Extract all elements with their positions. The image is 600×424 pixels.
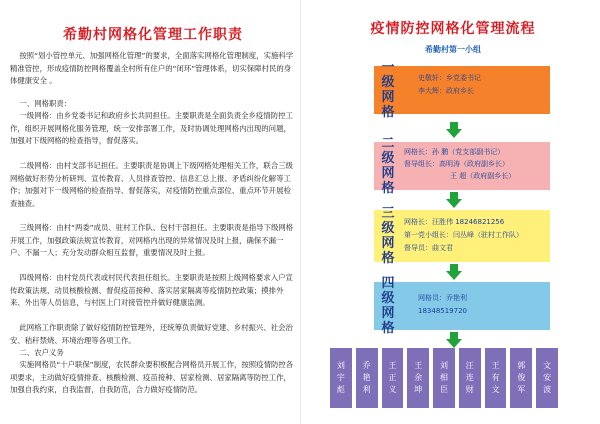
member-name-char: 艳 xyxy=(362,373,371,382)
member-name-char: 财 xyxy=(465,385,474,394)
left-panel xyxy=(10,8,296,418)
member-name-char: 相 xyxy=(440,373,449,382)
member-name-char: 正 xyxy=(388,373,397,382)
grid-member-box xyxy=(510,348,532,408)
obligation-paragraph: 实施网格员“十户联保”制度，农民群众要积极配合网格员开展工作，按照疫情防控各项要求，主动做好疫情排查、核酸检测、疫苗接种、居家检测、居家隔离等防控工作，加强自我约束，自我监督，自我防范，合力做好疫情防范。 xyxy=(10,360,294,395)
grid-member-box xyxy=(433,348,455,408)
level2-label-char: 网 xyxy=(381,166,395,181)
member-name-char: 刘 xyxy=(336,361,345,370)
level3-line: 督导员：曲文君 xyxy=(404,244,453,252)
member-name-char: 王 xyxy=(414,361,423,370)
grid-member-box xyxy=(485,348,507,408)
level3-label-char: 三 xyxy=(381,206,395,221)
level3-box xyxy=(374,206,550,266)
member-name-char: 俊 xyxy=(517,373,526,382)
level3-duty-paragraph: 三级网格：由村“两委”成员、驻村工作队、包村干部担任。主要职责是指导下级网格开展工作，加强政策法规宣传教育，对网格内出现的异常情况及时上报，确保不漏一户、不漏一人；充分发动群众相互监督，重要情况及时上报。 xyxy=(10,223,294,258)
level4-label-char: 级 xyxy=(381,291,395,306)
level2-label xyxy=(374,136,402,196)
grid-member-box xyxy=(330,348,352,408)
level1-line: 李大辉：政府乡长 xyxy=(418,87,474,95)
level3-line: 第一党小组长：闫丛峰（驻村工作队） xyxy=(404,231,523,239)
level2-info xyxy=(404,142,550,190)
level1-label xyxy=(374,60,402,120)
level2-duty-paragraph: 二级网格：由村支部书记担任。主要职责是协调上下级网格处理相关工作，联合三级网格做好形势分析研判、宣传教育、人员排查管控、信息汇总上报、矛盾纠纷化解等工作；加强对下一级网格的检查指导、督促落实，对疫情防控重点部位、重点环节开展检查抽查。 xyxy=(10,161,293,208)
level1-label-char: 级 xyxy=(381,75,395,90)
level4-box xyxy=(374,276,550,336)
grid-member-box xyxy=(407,348,429,408)
member-name-char: 宇 xyxy=(336,373,345,382)
flow-arrow-icon xyxy=(446,122,462,138)
level2-line: 督导组长：高明涛（政府副乡长） xyxy=(404,160,509,168)
level2-label-char: 格 xyxy=(381,181,395,196)
level4-duty-paragraph: 四级网格：由村党员代表或村民代表担任组长。主要职责是按照上级网格要求入户宣传政策法规、动员核酸检测、督促疫苗接种、落实居家隔离等疫情防控政策；摸排外来、外出等人员信息，与村医上门对接管控并做好健康监测。 xyxy=(10,273,293,308)
member-name-char: 汪 xyxy=(465,361,474,370)
intro-paragraph: 按照“划小管控单元、加强网格化管理”的要求，全面落实网格化管理制度，实施科学精准管控，形成疫情防控网格覆盖全村所有住户的“闭环”管理体系，切实保障村民的身体健康安全 。 xyxy=(10,51,294,86)
level4-label-char: 网 xyxy=(381,306,395,321)
member-name-char: 义 xyxy=(388,385,397,394)
level4-info xyxy=(404,282,550,330)
section-heading-duties: 一、网格职责： xyxy=(10,99,72,108)
level4-label-char: 四 xyxy=(381,276,395,291)
member-name-char: 彪 xyxy=(336,385,345,394)
member-name-char: 臣 xyxy=(440,385,449,394)
level3-line: 网格长：汪胜伟 18246821256 xyxy=(404,218,505,226)
flow-arrow-icon xyxy=(446,264,462,280)
grid-member-box xyxy=(382,348,404,408)
level1-duty-paragraph: 一级网格：由乡党委书记和政府乡长共同担任。主要职责是全面负责全乡疫情防控工作，组织开展网格化服务管理，统一安排部署工作，及时协调处理网格内出现的问题，加强对下级网格的检查指导，督促落实。 xyxy=(10,111,293,146)
center-divider xyxy=(300,0,301,424)
member-name-char: 王 xyxy=(388,361,397,370)
grid-member-box xyxy=(459,348,481,408)
level2-box xyxy=(374,136,550,196)
member-name-char: 波 xyxy=(543,385,552,394)
level1-line: 史敬轩：乡党委书记 xyxy=(418,74,481,82)
level3-label-char: 格 xyxy=(381,251,395,266)
member-name-char: 安 xyxy=(543,373,552,382)
level2-label-char: 二 xyxy=(381,136,395,151)
level3-info xyxy=(404,210,550,262)
level1-label-char: 格 xyxy=(381,105,395,120)
level1-label-char: 网 xyxy=(381,90,395,105)
grid-member-box xyxy=(536,348,558,408)
right-subtitle: 希勤村第一小组 xyxy=(425,45,481,54)
level3-label-char: 级 xyxy=(381,221,395,236)
member-name-char: 连 xyxy=(465,373,474,382)
extra-duty-paragraph: 此网格工作职责除了做好疫情防控管理外，还统筹负责做好党建、乡村振兴、社会治安、秸秆禁烧、环境治理等各项工作。 xyxy=(10,323,293,345)
level4-line: 18348519720 xyxy=(418,307,467,315)
flow-arrow-icon xyxy=(446,332,462,348)
flow-arrow-icon xyxy=(446,192,462,208)
level3-label-char: 网 xyxy=(381,236,395,251)
level4-label-char: 格 xyxy=(381,321,395,336)
right-title: 疫情防控网格化管理流程 xyxy=(370,21,536,37)
member-name-char: 文 xyxy=(543,361,552,370)
grid-member-names xyxy=(330,348,558,408)
member-name-char: 郭 xyxy=(517,361,526,370)
level2-line: 网格长：孙 鹏（党支部副书记） xyxy=(404,148,505,156)
level1-label-char: 一 xyxy=(381,60,395,75)
member-name-char: 军 xyxy=(517,385,526,394)
member-name-char: 坤 xyxy=(414,385,423,394)
level1-box xyxy=(374,60,550,120)
level1-info xyxy=(404,66,550,114)
member-name-char: 余 xyxy=(414,373,423,382)
level4-line: 网格员：乔艳利 xyxy=(418,294,467,302)
level2-label-char: 级 xyxy=(381,151,395,166)
level3-label xyxy=(374,206,402,266)
grid-member-box xyxy=(356,348,378,408)
section-heading-obligations: 二、农户义务 xyxy=(10,348,64,357)
level2-line: 王 超（政府副乡长） xyxy=(450,172,516,180)
member-name-char: 文 xyxy=(491,385,500,394)
member-name-char: 乔 xyxy=(362,361,371,370)
left-title: 希勤村网格化管理工作职责 xyxy=(63,27,243,43)
member-name-char: 刘 xyxy=(440,361,449,370)
member-name-char: 利 xyxy=(362,385,371,394)
level4-label xyxy=(374,276,402,336)
member-name-char: 有 xyxy=(491,373,500,382)
member-name-char: 王 xyxy=(491,361,500,370)
